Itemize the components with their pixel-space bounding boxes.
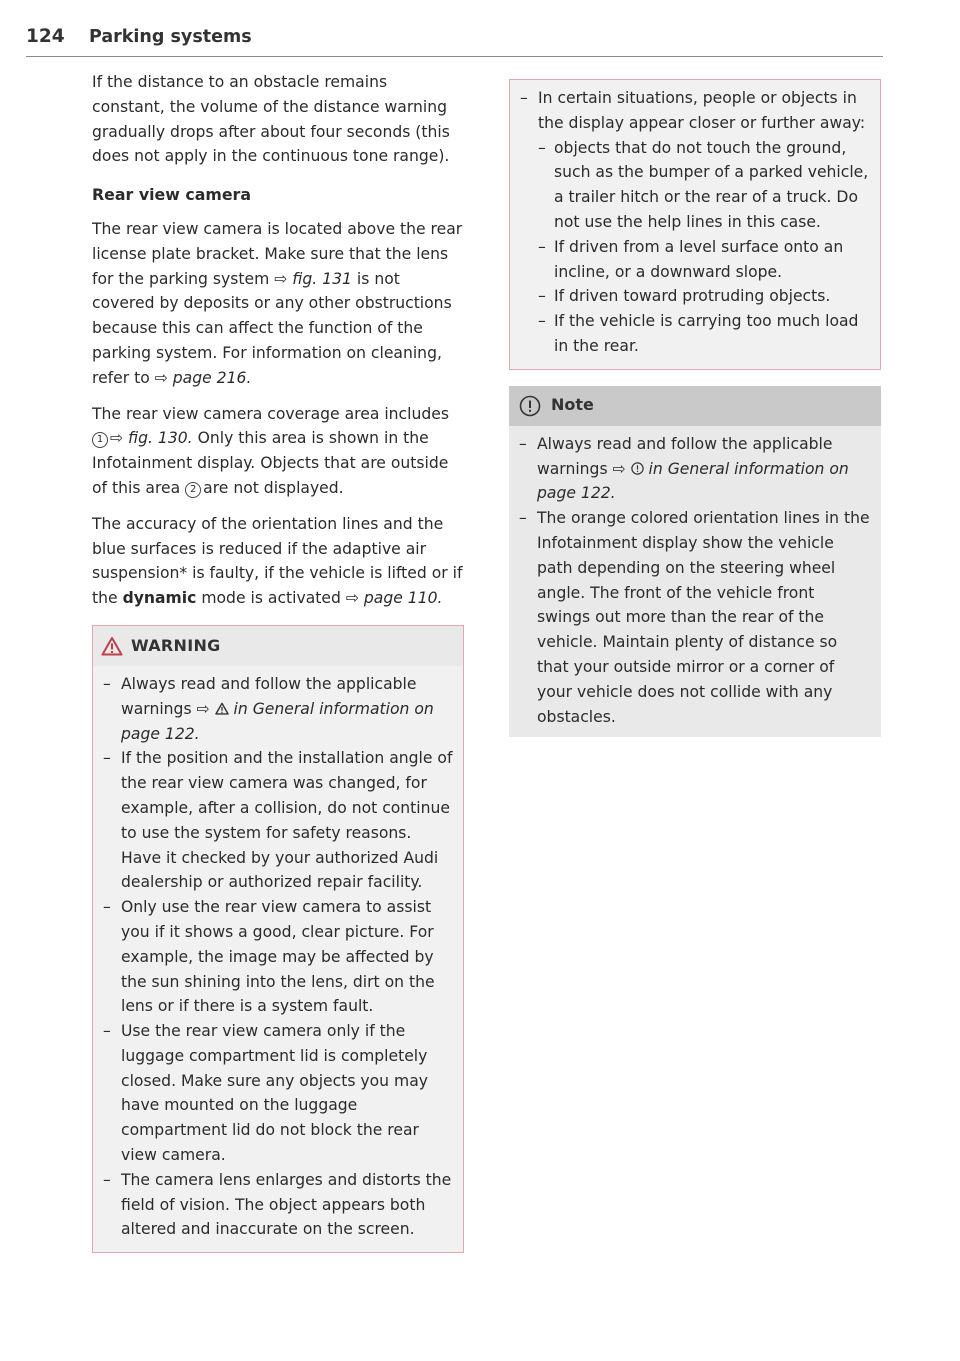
note-box bbox=[509, 386, 881, 738]
sub-list bbox=[538, 136, 870, 359]
section-title: Parking systems bbox=[89, 27, 252, 47]
list-item: – Always read and follow the applicable warnings ⇨ in General information on page 122. bbox=[103, 672, 453, 746]
info-circle-icon bbox=[631, 462, 644, 475]
warning-header bbox=[93, 626, 463, 666]
list-item: – If driven toward protruding objects. bbox=[538, 284, 870, 309]
warning-box-continued bbox=[509, 79, 881, 370]
warning-box bbox=[92, 625, 464, 1253]
page-reference-link[interactable]: ⇨ page 216. bbox=[154, 368, 252, 387]
note-label: Note bbox=[551, 395, 594, 415]
list-item: – objects that do not touch the ground, such as the bumper of a parked vehicle, a trailer hitch or the rear of a truck. Do not use the help lines in this case. bbox=[538, 136, 870, 235]
list-item: – Only use the rear view camera to assist you if it shows a good, clear picture. For example, the image may be affected by the sun shining into the lens, dirt on the lens or if there is a system fault. bbox=[103, 895, 453, 1019]
list-item: – If the vehicle is carrying too much load in the rear. bbox=[538, 309, 870, 359]
note-header bbox=[509, 386, 881, 426]
paragraph-distance: If the distance to an obstacle remains constant, the volume of the distance warning gradually drops after about four seconds (this does not apply in the continuous tone range). bbox=[92, 73, 450, 166]
warning-label: WARNING bbox=[131, 635, 221, 655]
list-item: – Use the rear view camera only if the luggage compartment lid is completely closed. Make sure any objects you may have mounted on the luggage compartment lid do not block the rear view camera. bbox=[103, 1019, 453, 1168]
heading-rear-view-camera: Rear view camera bbox=[92, 185, 251, 205]
list-item: – Always read and follow the applicable warnings ⇨ in General information on page 122. bbox=[519, 432, 871, 506]
list-item: – In certain situations, people or objects in the display appear closer or further away: – objects that do not touch the ground, such as the bumper of a parked vehicle, a trailer hitch or the rear of a truck. Do not use the help lines in this case. – If driven from a level surface onto an incline, or a downward slope. – If driven toward protruding objects. – If the vehicle is carrying too much load in the rear. bbox=[520, 86, 870, 359]
figure-reference-link[interactable]: ⇨ fig. 131 bbox=[274, 269, 352, 288]
list-item: – The camera lens enlarges and distorts the field of vision. The object appears both altered and inaccurate on the screen. bbox=[103, 1168, 453, 1242]
info-circle-icon bbox=[519, 395, 541, 417]
figure-reference-link[interactable]: ⇨ fig. 130. bbox=[110, 429, 193, 448]
warning-triangle-icon bbox=[215, 702, 229, 715]
page-reference-link[interactable]: ⇨ page 110. bbox=[345, 589, 443, 608]
list-item: – If driven from a level surface onto an incline, or a downward slope. bbox=[538, 235, 870, 285]
paragraph-accuracy: The accuracy of the orientation lines and the blue surfaces is reduced if the adaptive air suspension* is faulty, if the vehicle is lifted or if the dynamic mode is activated ⇨ page 110. bbox=[92, 514, 463, 608]
paragraph-camera-location: The rear view camera is located above the rear license plate bracket. Make sure that the lens for the parking system ⇨ fig. 131 is not covered by deposits or any other obstructions because this can affect the function of the parking system. For information on cleaning, refer to ⇨ page 216. bbox=[92, 219, 463, 387]
callout-1-icon: 1 bbox=[92, 432, 108, 448]
left-column bbox=[92, 70, 464, 1253]
callout-2-icon: 2 bbox=[185, 482, 201, 498]
page-reference-link[interactable]: in General information on page 122. bbox=[537, 459, 849, 503]
list-item: – If the position and the installation angle of the rear view camera was changed, for example, after a collision, do not continue to use the system for safety reasons. Have it checked by your authorized Audi dealership or authorized repair facility. bbox=[103, 746, 453, 895]
page-number: 124 bbox=[26, 26, 65, 47]
warning-list bbox=[103, 672, 453, 1242]
right-column bbox=[509, 79, 881, 737]
page-header bbox=[26, 26, 883, 57]
list-item: – The orange colored orientation lines in the Infotainment display show the vehicle path depending on the steering wheel angle. The front of the vehicle front swings out more than the rear of the vehicle. Maintain plenty of distance so that your outside mirror or a corner of your vehicle does not collide with any obstacles. bbox=[519, 506, 871, 729]
warning-triangle-icon bbox=[101, 636, 123, 656]
page-reference-link[interactable]: in General information on page 122. bbox=[121, 699, 434, 743]
paragraph-coverage: The rear view camera coverage area includes 1 ⇨ fig. 130. Only this area is shown in the Infotainment display. Objects that are outside of this area 2 are not displayed. bbox=[92, 404, 449, 497]
note-list bbox=[519, 432, 871, 730]
